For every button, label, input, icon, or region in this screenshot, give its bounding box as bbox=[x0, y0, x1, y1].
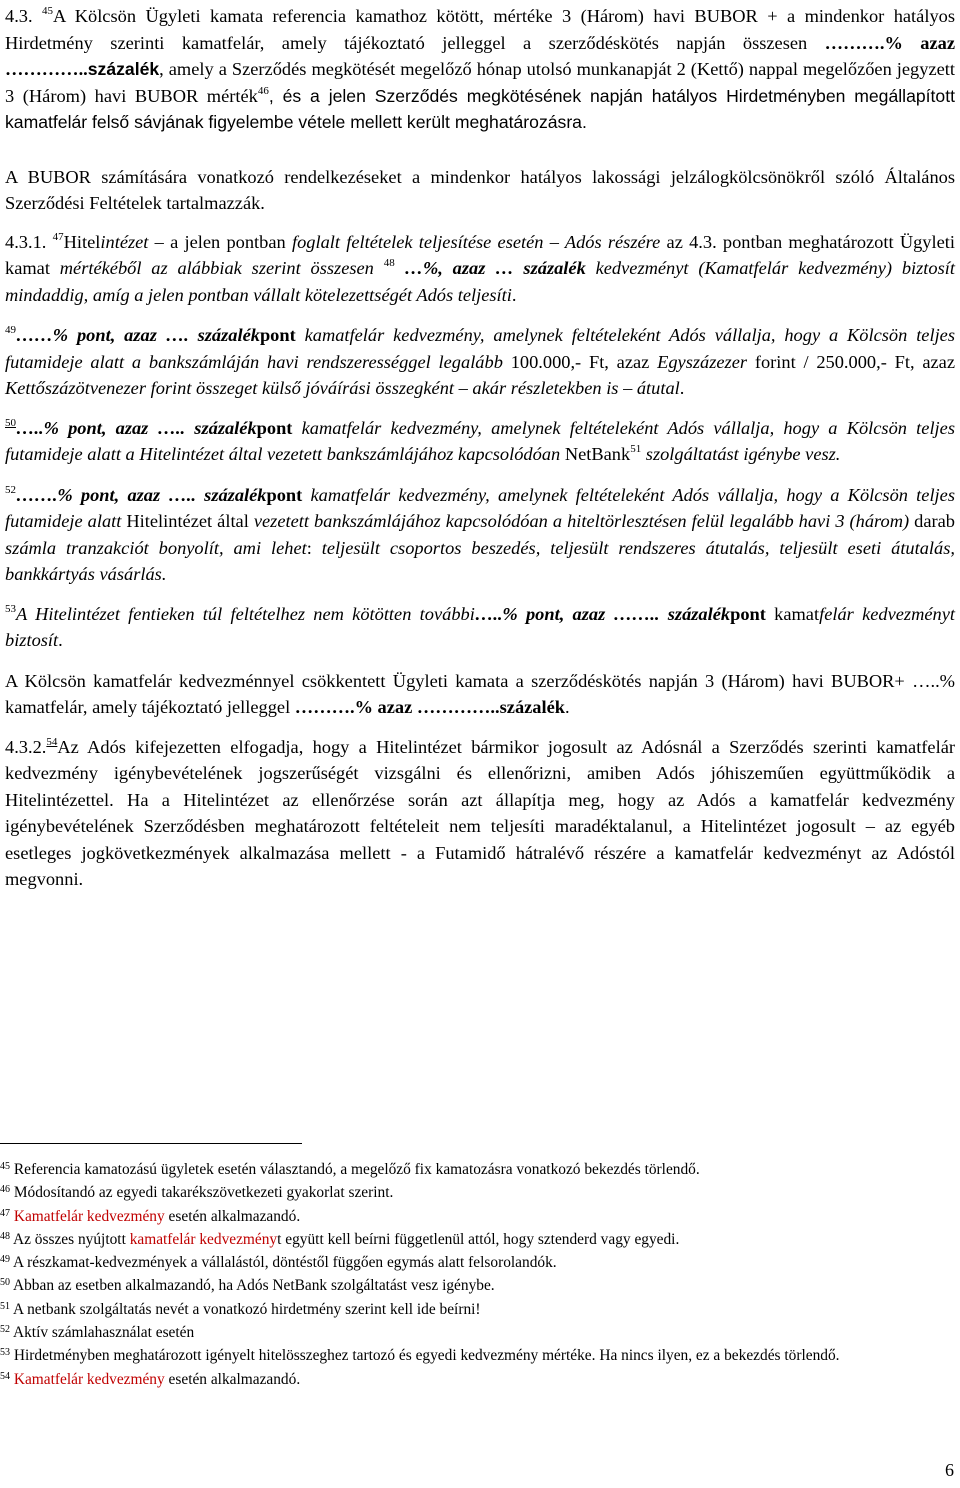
section-number: 4.3.1. bbox=[5, 231, 53, 252]
footnote-50: $^{50}$ Abban az esetben alkalmazandó, ha Adós NetBank szolgáltatást vesz igénybe. bbox=[0, 1277, 495, 1295]
paragraph-4-3-2: 4.3.2.54Az Adós kifejezetten elfogadja, hogy a Hitelintézet bármikor jogosult az Adósnál a Szerződés szerinti kamatfelár kedvezmény igénybevételének jogszerűségét vizsgálni és ellenőrizni, amiben Adós jóhiszeműen együttműködik a Hitelintézettel. Ha a Hitelintézet az ellenőrzése során azt állapítja meg, hogy az Adós a kamatfelár kedvezmény igénybevételének Szerződésben meghatározott feltételeit nem teljesíti maradéktalanul, a Hitelintézet jogosult – az egyéb esetleges jogkövetkezmények alkalmazása mellett - a Futamidő hátralévő részére a kamatfelár kedvezményt az Adóstól megvonni. bbox=[5, 735, 955, 889]
footnote-ref: 46 bbox=[257, 84, 269, 97]
paragraph-discount-52: $^{52}$…….% pont, azaz ….. százalékpont kamatfelár kedvezmény, amelynek feltételeként Adós vállalja, hogy a Kölcsön teljes futamideje alatt Hitelintézet által vezetett bankszámlájához kapcsolódóan a hiteltörlesztésen felül legalább havi 3 (három) darab számla tranzakciót bonyolít, ami lehet: teljesült csoportos beszedés, teljesült rendszeres átutalás, teljesült eseti átutalás, bankkártyás vásárlás. bbox=[5, 483, 955, 584]
paragraph-4-3-1: 4.3.1. $^{47}$Hitelintézet – a jelen pontban foglalt feltételek teljesítése esetén – Adós részére az 4.3. pontban meghatározott Ügyleti kamat mértékéből az alábbiak szerint összesen $^{48}$ …%, azaz … százalék kedvezményt (Kamatfelár kedvezmény) biztosít mindaddig, amíg a jelen pontban vállalt kötelezettségét Adós teljesíti. bbox=[5, 230, 955, 305]
footnote-separator bbox=[0, 1143, 302, 1144]
section-number: 4.3.2. bbox=[5, 736, 47, 757]
page-number: 6 bbox=[945, 1460, 954, 1480]
footnote-47: $^{47}$ Kamatfelár kedvezmény esetén alkalmazandó. bbox=[0, 1207, 301, 1225]
footnote-ref: 47 bbox=[52, 230, 64, 243]
paragraph-discount-49: $^{49}$……% pont, azaz …. százalékpont kamatfelár kedvezmény, amelynek feltételeként Adós vállalja, hogy a Kölcsön teljes futamideje alatt a bankszámláján havi rendszerességgel legalább 100.000,- Ft, azaz Egyszázezer forint / 250.000,- Ft, azaz Kettőszázötvenezer forint összeget külső jóváírási összegként – akár részletekben is – átutal. bbox=[5, 324, 956, 398]
footnote-ref: 48 bbox=[383, 257, 395, 269]
paragraph-4-3: 4.3. $^{45}$A Kölcsön Ügyleti kamata referencia kamathoz kötött, mértéke 3 (Három) havi BUBOR + a mindenkor hatályos Hirdetmény szerinti kamatfelár, amely tájékoztató jelleggel a szerződéskötés napján összesen ……….% azaz …………..százalék, amely a Szerződés megkötését megelőző hónap utolsó munkanapját 2 (Kettő) nappal megelőzően jegyzett 3 (Három) havi BUBOR mérték$^{46}$, és a jelen Szerződés megkötésének napján hatályos Hirdetményben megállapított kamatfelár felső sávjának figyelembe vétele mellett került meghatározásra. bbox=[5, 5, 955, 132]
footnote-51: $^{51}$ A netbank szolgáltatás nevét a vonatkozó hirdetmény szerint kell ide beírni! bbox=[0, 1300, 481, 1318]
section-number: 4.3. bbox=[5, 6, 33, 26]
document-page bbox=[5, 0, 956, 889]
footnote-ref: 54 bbox=[46, 735, 58, 748]
footnote-54: $^{54}$ Kamatfelár kedvezmény esetén alkalmazandó. bbox=[0, 1370, 301, 1388]
footnote-52: $^{52}$ Aktív számlahasználat esetén bbox=[0, 1324, 195, 1342]
paragraph-discount-53: $^{53}$A Hitelintézet fentieken túl feltételhez nem kötötten további…..% pont, azaz …….. százalékpont kamatfelár kedvezményt biztosít. bbox=[5, 602, 955, 650]
footnote-ref: 51 bbox=[630, 443, 642, 455]
paragraph-bubor: A BUBOR számítására vonatkozó rendelkezéseket a mindenkor hatályos lakossági jelzálogkölcsönökről szóló Általános Szerződési Feltételek tartalmazzák. bbox=[5, 166, 955, 213]
footnote-ref: 53 bbox=[5, 602, 16, 615]
footnotes bbox=[0, 1158, 950, 1391]
footnote-ref: 45 bbox=[42, 5, 54, 17]
footnote-53: $^{53}$ Hirdetményben meghatározott igényelt hitelösszeghez tartozó és egyedi kedvezmény mértéke. Ha nincs ilyen, ez a bekezdés törlendő. bbox=[0, 1347, 840, 1365]
footnote-48: $^{48}$ Az összes nyújtott kamatfelár kedvezményt együtt kell beírni függetlenül attól, hogy sztenderd vagy egyedi. bbox=[0, 1230, 680, 1248]
footnote-49: $^{49}$ A részkamat-kedvezmények a vállalástól, döntéstől függően egymás alatt felsorolandók. bbox=[0, 1254, 557, 1272]
footnote-45: $^{45}$ Referencia kamatozású ügyletek esetén választandó, a megelőző fix kamatozásra vonatkozó bekezdés törlendő. bbox=[0, 1161, 700, 1178]
footnote-ref: 50 bbox=[5, 416, 16, 429]
footnote-ref: 52 bbox=[5, 483, 16, 496]
paragraph-reduced-rate: A Kölcsön kamatfelár kedvezménnyel csökkentett Ügyleti kamata a szerződéskötés napján 3 (Három) havi BUBOR+ …..% kamatfelár, amely tájékoztató jelleggel ……….% azaz …………..százalék. bbox=[5, 670, 955, 717]
footnote-46: $^{46}$ Módosítandó az egyedi takarékszövetkezeti gyakorlat szerint. bbox=[0, 1184, 394, 1202]
paragraph-discount-50: $^{50}$…..% pont, azaz ….. százalékpont kamatfelár kedvezmény, amelynek feltételeként Adós vállalja, hogy a Kölcsön teljes futamideje alatt a Hitelintézet által vezetett bankszámlájához kapcsolódóan NetBank$^{51}$ szolgáltatást igénybe vesz. bbox=[5, 416, 955, 464]
footnote-ref: 49 bbox=[5, 324, 16, 336]
